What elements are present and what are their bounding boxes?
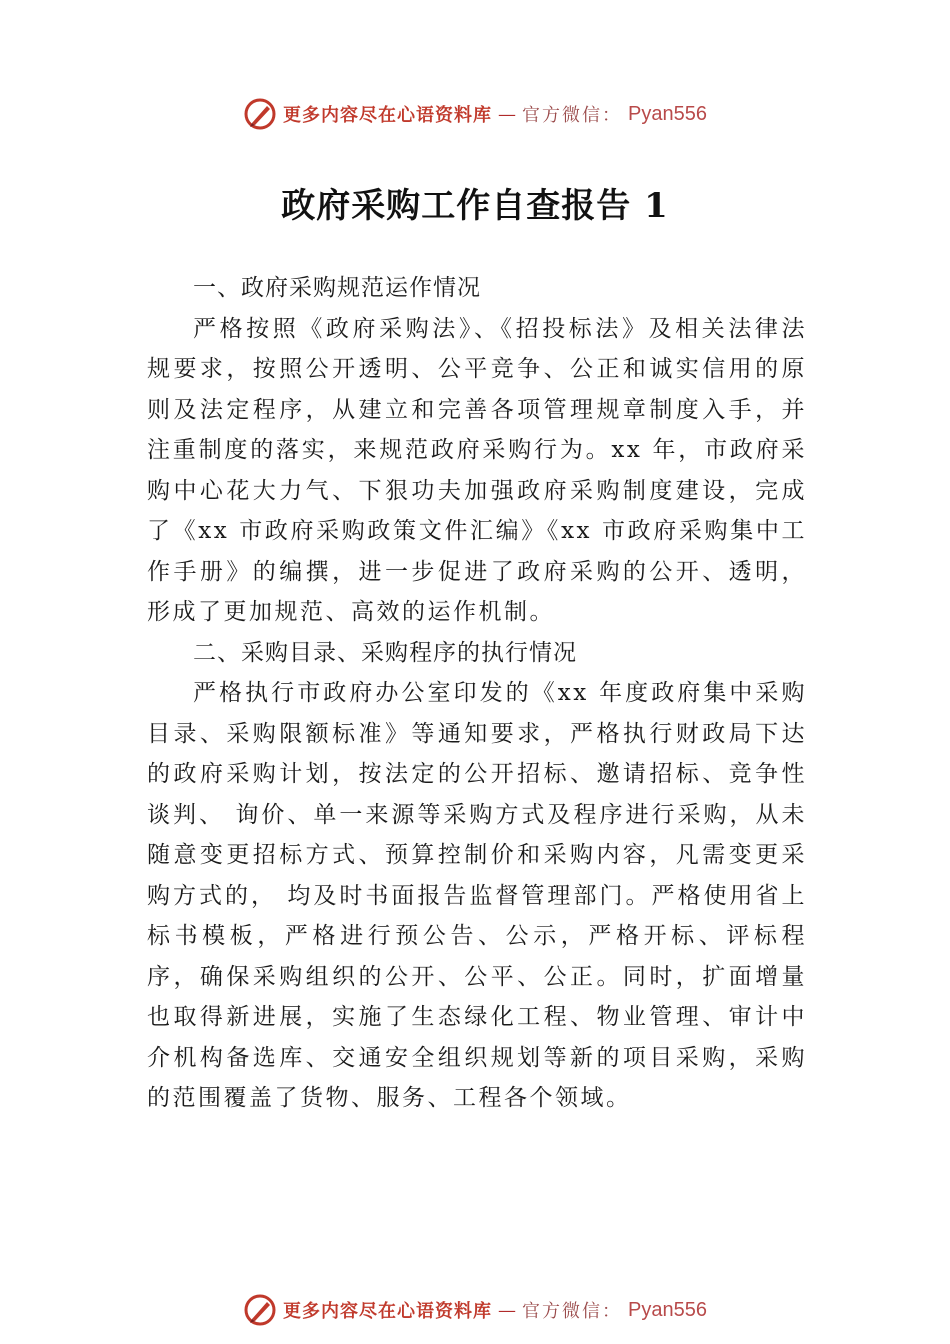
banner-site-text: 更多内容尽在心语资料库 xyxy=(283,105,493,126)
footer-banner xyxy=(0,1290,950,1330)
banner-wechat-label: 官方微信： xyxy=(522,105,623,126)
section-heading: 二、采购目录、采购程序的执行情况 xyxy=(193,639,577,666)
header-banner xyxy=(0,94,950,134)
banner-separator: — xyxy=(498,1299,517,1321)
banner-separator: — xyxy=(498,103,517,125)
document-body xyxy=(147,268,807,1119)
document-title: 政府采购工作自查报告 1 xyxy=(281,186,669,226)
banner-wechat-id: Pyan556 xyxy=(628,102,707,125)
banner-wechat-id: Pyan556 xyxy=(628,1298,707,1321)
banner-site-text: 更多内容尽在心语资料库 xyxy=(283,1301,493,1322)
section-paragraph: 严格执行市政府办公室印发的《xx 年度政府集中采购目录、采购限额标准》等通知要求，严格执行财政局下达的政府采购计划，按法定的公开招标、邀请招标、竞争性谈判、 询价、单一来源等采购方式及程序进行采购，从未随意变更招标方式、预算控制价和采购内容，凡需变更采购方式的， 均及时书面报告监督管理部门。严格使用省上标书模板，严格进行预公告、公示，严格开标、评标程序，确保采购组织的公开、公平、公正。同时，扩面增量也取得新进展，实施了生态绿化工程、物业管理、审计中介机构备选库、交通安全组织规划等新的项目采购，采购的范围覆盖了货物、服务、工程各个领域。 xyxy=(147,680,807,1111)
pen-logo-icon xyxy=(243,97,277,131)
section-heading: 一、政府采购规范运作情况 xyxy=(193,275,481,301)
banner-wechat-label: 官方微信： xyxy=(522,1301,623,1322)
section-paragraph: 严格按照《政府采购法》、《招投标法》及相关法律法规要求，按照公开透明、公平竞争、公正和诚实信用的原则及法定程序，从建立和完善各项管理规章制度入手，并注重制度的落实，来规范政府采购行为。xx 年，市政府采购中心花大力气、下狠功夫加强政府采购制度建设，完成了《xx 市政府采购政策文件汇编》《xx 市政府采购集中工作手册》的编撰，进一步促进了政府采购的公开、透明，形成了更加规范、高效的运作机制。 xyxy=(147,315,807,625)
pen-logo-icon xyxy=(243,1293,277,1327)
